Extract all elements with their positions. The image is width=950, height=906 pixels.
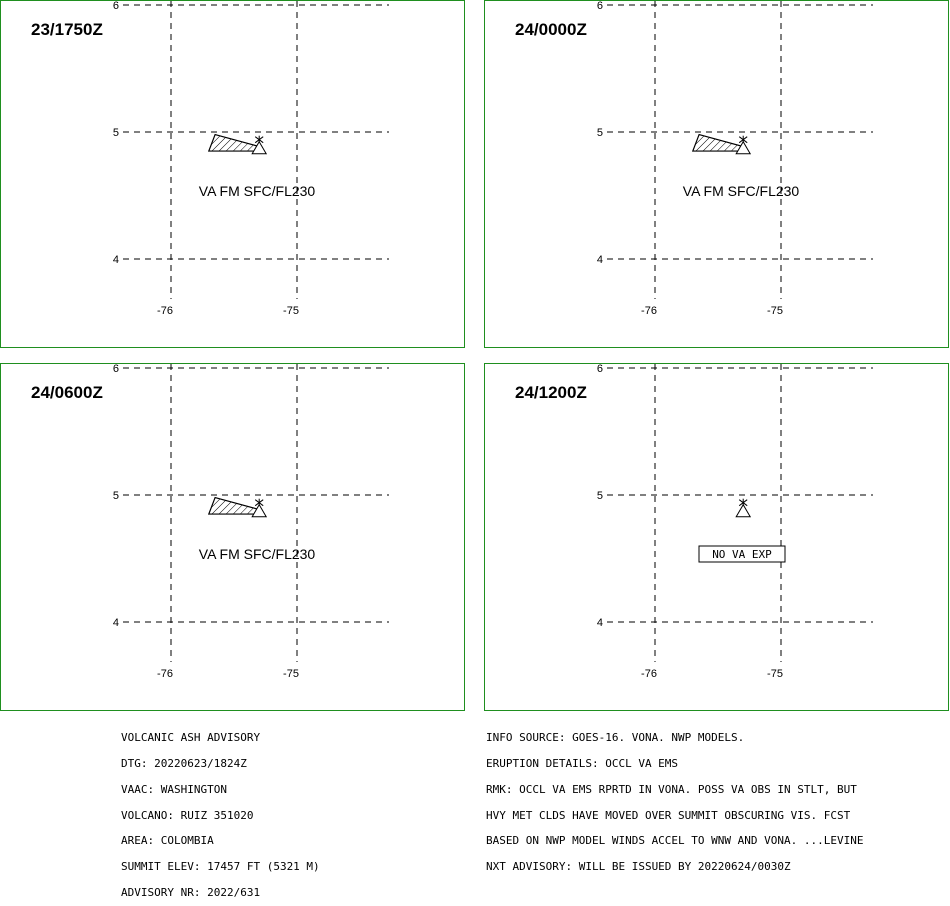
longitude-tick-label: -76 [641,668,657,680]
valid-time-label: 24/0000Z [515,20,587,39]
latitude-tick-label: 5 [112,490,119,502]
latitude-tick-label: 4 [596,617,603,629]
map-panel-24-0000z [484,0,949,348]
latitude-tick-label: 6 [112,363,119,375]
advisory-next: NXT ADVISORY: WILL BE ISSUED BY 20220624/0030Z [486,860,791,874]
advisory-summit-elev: SUMMIT ELEV: 17457 FT (5321 M) [121,860,320,874]
ash-level-label: VA FM SFC/FL230 [198,183,316,199]
ash-level-label: VA FM SFC/FL230 [682,183,800,199]
advisory-volcano: VOLCANO: RUIZ 351020 [121,808,254,822]
ash-cloud-polygon [209,498,262,515]
advisory-remarks-line-1: RMK: OCCL VA EMS RPRTD IN VONA. POSS VA OBS IN STLT, BUT [486,782,857,796]
advisory-eruption-details: ERUPTION DETAILS: OCCL VA EMS [486,756,679,770]
no-va-expected-label: NO VA EXP [712,548,772,561]
longitude-tick-label: -76 [157,305,173,317]
latitude-tick-label: 5 [112,127,119,139]
latitude-tick-label: 5 [596,127,603,139]
map-canvas [485,364,950,712]
map-panel-24-0600z [0,363,465,711]
advisory-remarks-line-2: HVY MET CLDS HAVE MOVED OVER SUMMIT OBSCURING VIS. FCST [486,808,851,822]
latitude-tick-label: 4 [596,254,603,266]
longitude-tick-label: -75 [283,668,299,680]
advisory-remarks-line-3: BASED ON NWP MODEL WINDS ACCEL TO WNW AND VONA. ...LEVINE [486,834,864,848]
advisory-info-source: INFO SOURCE: GOES-16. VONA. NWP MODELS. [486,731,745,745]
ash-cloud-polygon [209,135,262,152]
longitude-tick-label: -75 [767,668,783,680]
map-panel-23-1750z [0,0,465,348]
longitude-tick-label: -75 [283,305,299,317]
longitude-tick-label: -76 [641,305,657,317]
latitude-tick-label: 5 [596,490,603,502]
advisory-number: ADVISORY NR: 2022/631 [121,885,261,899]
advisory-title: VOLCANIC ASH ADVISORY [121,731,261,745]
longitude-tick-label: -76 [157,668,173,680]
ash-level-label: VA FM SFC/FL230 [198,546,316,562]
ash-cloud-polygon [693,135,746,152]
valid-time-label: 24/1200Z [515,383,587,402]
latitude-tick-label: 6 [596,363,603,375]
volcano-triangle-icon [736,499,750,517]
valid-time-label: 24/0600Z [31,383,103,402]
map-canvas [485,1,950,349]
valid-time-label: 23/1750Z [31,20,103,39]
advisory-area: AREA: COLOMBIA [121,834,214,848]
longitude-tick-label: -75 [767,305,783,317]
latitude-tick-label: 4 [112,254,119,266]
map-canvas [1,1,466,349]
map-canvas [1,364,466,712]
latitude-tick-label: 4 [112,617,119,629]
advisory-dtg: DTG: 20220623/1824Z [121,756,247,770]
latitude-tick-label: 6 [112,0,119,12]
latitude-tick-label: 6 [596,0,603,12]
advisory-details-right [486,717,864,880]
advisory-vaac: VAAC: WASHINGTON [121,782,227,796]
map-panel-24-1200z [484,363,949,711]
